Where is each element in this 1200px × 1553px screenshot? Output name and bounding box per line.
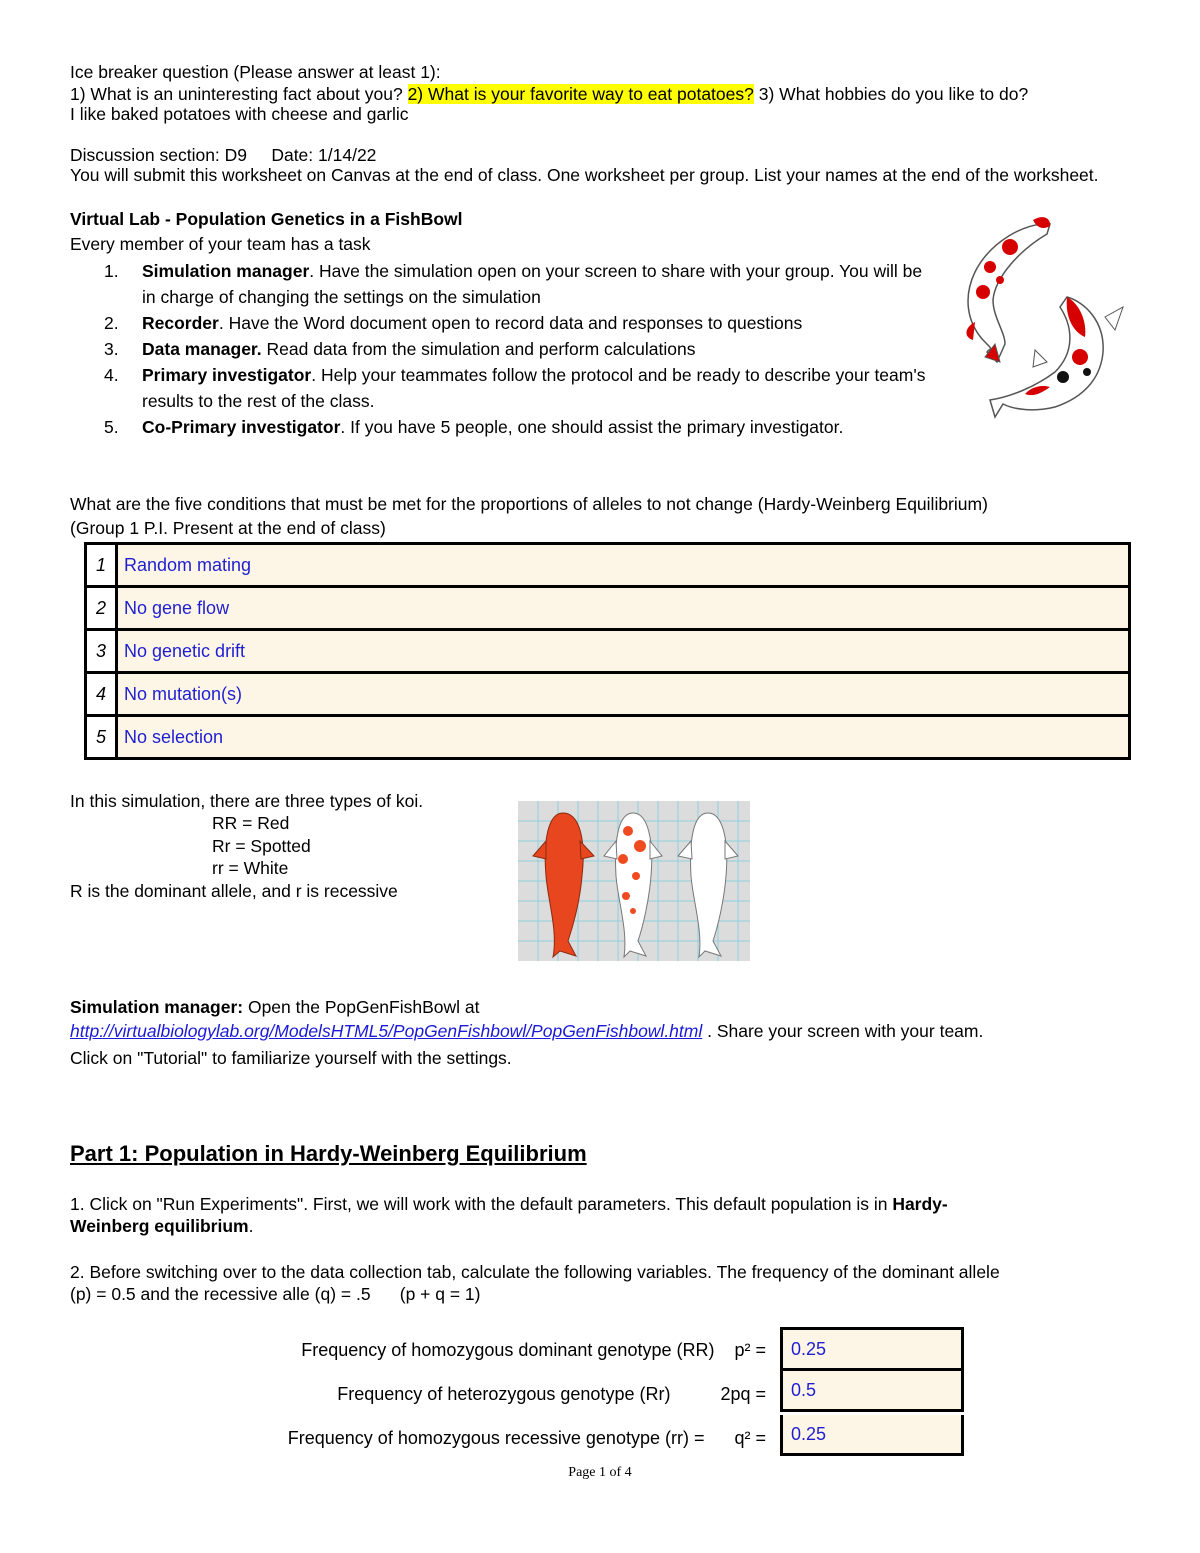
icebreaker-q1: 1) What is an uninteresting fact about you? [70, 84, 403, 104]
list-item: 3. Data manager. Read data from the simulation and perform calculations [104, 339, 696, 359]
table-row: 1 Random mating [86, 544, 1130, 587]
koi-types-image [518, 801, 750, 961]
koi-pair-illustration [955, 212, 1130, 422]
koi-red: RR = Red [212, 813, 290, 833]
submit-note: You will submit this worksheet on Canvas at the end of class. One worksheet per group. List your names at the end of the worksheet. [70, 165, 1099, 185]
conditions-table [84, 542, 1131, 760]
koi-dominance: R is the dominant allele, and r is recessive [70, 881, 398, 901]
roles-list [104, 258, 934, 440]
icebreaker-questions [70, 84, 1028, 104]
icebreaker-heading: Ice breaker question (Please answer at least 1): [70, 62, 441, 82]
table-row: 3 No genetic drift [86, 630, 1130, 673]
condition-answer[interactable]: No gene flow [117, 587, 1130, 630]
step1-line2: Weinberg equilibrium. [70, 1216, 254, 1236]
table-row: 4 No mutation(s) [86, 673, 1130, 716]
sim-tutorial: Click on "Tutorial" to familiarize yourself with the settings. [70, 1048, 512, 1068]
list-item: 1. Simulation manager. Have the simulation open on your screen to share with your group. You will be in charge of changing the settings on the simulation [104, 261, 923, 307]
icebreaker-answer: I like baked potatoes with cheese and garlic [70, 104, 409, 124]
koi-fish-illustration [966, 217, 1050, 362]
koi-intro: In this simulation, there are three types of koi. [70, 791, 424, 811]
freq-answer-rr-rec[interactable]: 0.25 [780, 1415, 964, 1456]
sim-url-line: http://virtualbiologylab.org/ModelsHTML5/PopGenFishbowl/PopGenFishbowl.html . Share your screen with your team. [70, 1021, 984, 1041]
freq-answer-rr[interactable]: 0.25 [780, 1327, 964, 1371]
list-item: 4. Primary investigator. Help your teammates follow the protocol and be ready to describe your team's results to the rest of the class. [104, 365, 926, 411]
koi-spotted: Rr = Spotted [212, 836, 311, 856]
table-row: 2 No gene flow [86, 587, 1130, 630]
icebreaker-q2-highlighted: 2) What is your favorite way to eat potatoes? [407, 84, 754, 104]
condition-answer[interactable]: No genetic drift [117, 630, 1130, 673]
lab-intro: Every member of your team has a task [70, 234, 371, 254]
list-item: 2. Recorder. Have the Word document open to record data and responses to questions [104, 313, 803, 333]
list-item: 5. Co-Primary investigator. If you have 5 people, one should assist the primary investigator. [104, 417, 844, 437]
step2-line2: (p) = 0.5 and the recessive alle (q) = .5 (p + q = 1) [70, 1284, 481, 1304]
step1-line1: 1. Click on "Run Experiments". First, we will work with the default parameters. This default population is in Hardy- [70, 1194, 948, 1214]
table-row: 5 No selection [86, 716, 1130, 759]
condition-answer[interactable]: Random mating [117, 544, 1130, 587]
freq-label-rr-het: Frequency of heterozygous genotype (Rr) 2pq = [337, 1384, 766, 1404]
simulation-link[interactable]: http://virtualbiologylab.org/ModelsHTML5/PopGenFishbowl/PopGenFishbowl.html [70, 1021, 703, 1041]
condition-answer[interactable]: No selection [117, 716, 1130, 759]
icebreaker-q3: 3) What hobbies do you like to do? [758, 84, 1029, 104]
sim-instruction: Simulation manager: Open the PopGenFishBowl at [70, 997, 480, 1017]
condition-answer[interactable]: No mutation(s) [117, 673, 1130, 716]
koi-white: rr = White [212, 858, 289, 878]
conditions-question: What are the five conditions that must be met for the proportions of alleles to not change (Hardy-Weinberg Equilibrium) [70, 494, 988, 514]
section-date: Discussion section: D9 Date: 1/14/22 [70, 145, 377, 165]
lab-title: Virtual Lab - Population Genetics in a FishBowl [70, 209, 463, 229]
freq-label-rr: Frequency of homozygous dominant genotype (RR) p² = [301, 1340, 766, 1360]
koi-fish-illustration [990, 297, 1123, 417]
step2-line1: 2. Before switching over to the data collection tab, calculate the following variables. The frequency of the dominant allele [70, 1262, 1000, 1282]
part1-heading: Part 1: Population in Hardy-Weinberg Equilibrium [70, 1141, 587, 1166]
page-footer: Page 1 of 4 [568, 1465, 632, 1480]
freq-answer-rr-het[interactable]: 0.5 [780, 1371, 964, 1412]
conditions-note: (Group 1 P.I. Present at the end of class) [70, 518, 386, 538]
freq-label-rr-rec: Frequency of homozygous recessive genotype (rr) = q² = [287, 1428, 766, 1448]
